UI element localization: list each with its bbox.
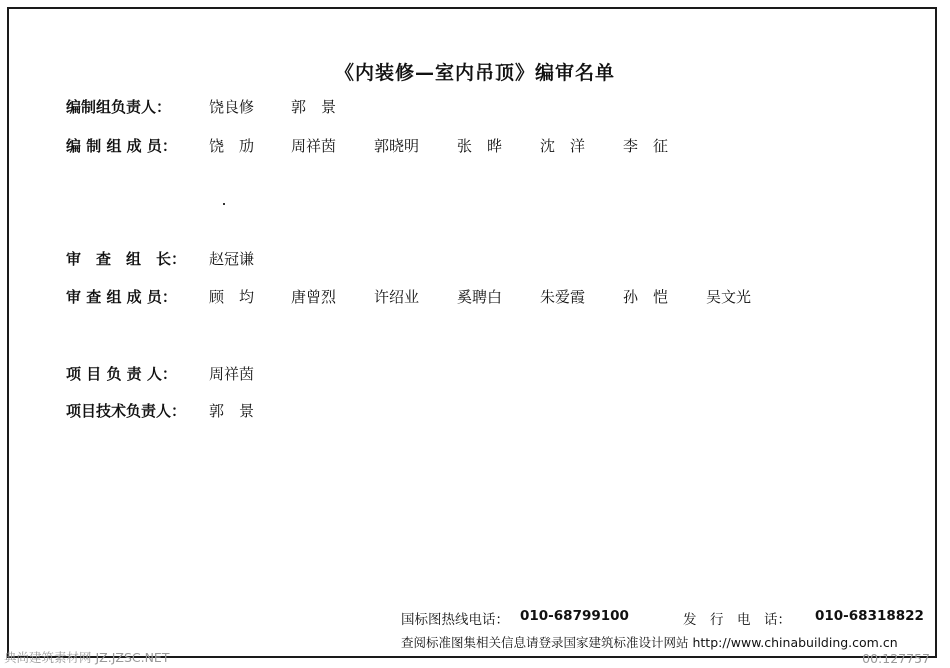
person-name: 周祥茵 — [291, 137, 337, 155]
person-name: 奚聘白 — [457, 288, 503, 306]
person-name: 唐曾烈 — [291, 288, 337, 306]
issue-label: 发 行 电 话： — [683, 612, 791, 628]
person-name: 赵冠谦 — [209, 250, 255, 268]
person-name: 朱爱霞 — [540, 288, 586, 306]
watermark-left: 典尚建筑素材网 JZ.JZSC.NET — [4, 650, 170, 665]
row-label: 项 目 负 责 人： — [66, 365, 177, 383]
person-name: 郭 景 — [291, 98, 337, 116]
person-name: 吴文光 — [706, 288, 752, 306]
row-label: 编制组负责人： — [66, 98, 172, 116]
person-name: 孙 恺 — [623, 288, 669, 306]
row-label: 项目技术负责人： — [66, 402, 187, 420]
person-name: 郭晓明 — [374, 137, 420, 155]
person-name: 顾 均 — [209, 288, 255, 306]
hotline-number: 010-68799100 — [520, 608, 629, 624]
person-name: 饶 劢 — [209, 137, 255, 155]
row-label: 审 查 组 长： — [66, 250, 187, 268]
watermark-right: 00:127757 — [862, 651, 930, 666]
person-name: 郭 景 — [209, 402, 255, 420]
website-info: 查阅标准图集相关信息请登录国家建筑标准设计网站 http://www.chinabuilding.com.cn — [401, 635, 898, 650]
row-label: 审 查 组 成 员： — [66, 288, 177, 306]
person-name: 许绍业 — [374, 288, 420, 306]
person-name: 李 征 — [623, 137, 669, 155]
hotline-label: 国标图热线电话： — [401, 612, 509, 628]
issue-number: 010-68318822 — [815, 608, 924, 624]
page-title: 《内装修—室内吊顶》编审名单 — [334, 62, 615, 84]
row-label: 编 制 组 成 员： — [66, 137, 177, 155]
person-name: 沈 洋 — [540, 137, 586, 155]
person-name: 周祥茵 — [209, 365, 255, 383]
person-name: 张 晔 — [457, 137, 503, 155]
person-name: 饶良修 — [209, 98, 255, 116]
stray-dot — [223, 203, 225, 205]
